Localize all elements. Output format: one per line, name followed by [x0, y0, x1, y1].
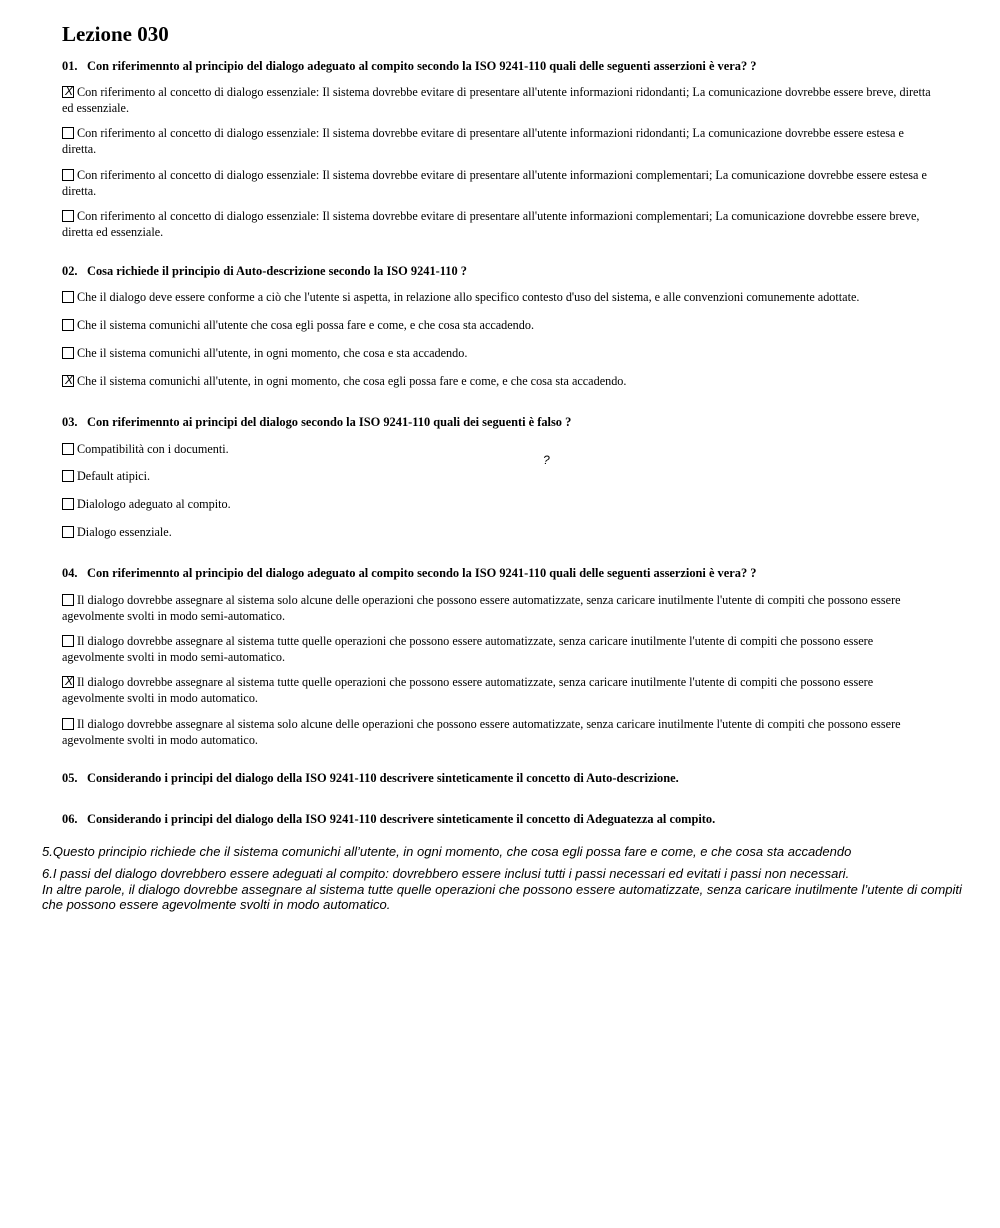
option-text: Default atipici. — [77, 469, 151, 483]
answer-option — [62, 717, 932, 748]
question-text: Considerando i principi del dialogo della ISO 9241-110 descrivere sinteticamente il concetto di Adeguatezza al compito. — [87, 812, 716, 826]
option-text: Il dialogo dovrebbe assegnare al sistema tutte quelle operazioni che possono essere automatizzate, senza caricare inutilmente l'utente di compiti che possono essere agevolmente svolti in modo semi-automatico. — [62, 634, 874, 664]
option-text: Con riferimento al concetto di dialogo essenziale: Il sistema dovrebbe evitare di presentare all'utente informazioni ridondanti; La comunicazione dovrebbe essere estesa e diretta. — [62, 126, 904, 156]
option-text: Con riferimento al concetto di dialogo essenziale: Il sistema dovrebbe evitare di presentare all'utente informazioni complementari; La comunicazione dovrebbe essere breve, diretta ed essenziale. — [62, 209, 920, 239]
option-text: Dialogo essenziale. — [77, 525, 172, 539]
answer-option — [62, 374, 932, 390]
answer-text-6[interactable] — [42, 866, 972, 913]
answer-option — [62, 675, 932, 706]
option-text: Il dialogo dovrebbe assegnare al sistema solo alcune delle operazioni che possono essere automatizzate, senza caricare inutilmente l'utente di compiti che possono essere agevolmente svolti in modo semi-automatico. — [62, 593, 901, 623]
question-number: 01. — [62, 59, 78, 73]
checkbox[interactable] — [62, 498, 74, 510]
option-text: Che il sistema comunichi all'utente, in ogni momento, che cosa egli possa fare e come, e che cosa sta accadendo. — [77, 374, 627, 388]
question-heading — [62, 771, 942, 786]
question-number: 04. — [62, 566, 78, 580]
answer-6-line: In altre parole, il dialogo dovrebbe assegnare al sistema tutte quelle operazioni che possono essere automatizzate, senza caricare inutilmente l’utente di compiti che possono essere agevolmente svolti in modo automatico. — [42, 881, 962, 912]
answer-option — [62, 209, 932, 240]
checkmark-x-icon: X — [65, 674, 74, 688]
answer-option — [62, 634, 932, 665]
checkbox[interactable] — [62, 676, 74, 688]
question-text: Considerando i principi del dialogo della ISO 9241-110 descrivere sinteticamente il concetto di Auto-descrizione. — [87, 771, 679, 785]
checkbox[interactable] — [62, 86, 74, 98]
checkbox[interactable] — [62, 127, 74, 139]
answer-option — [62, 593, 932, 624]
question-text: Cosa richiede il principio di Auto-descrizione secondo la ISO 9241-110 ? — [87, 264, 467, 278]
answer-option — [62, 290, 932, 306]
answer-option — [62, 318, 932, 334]
answer-option — [62, 168, 932, 199]
checkbox[interactable] — [62, 291, 74, 303]
answer-6-line: 6.I passi del dialogo dovrebbero essere adeguati al compito: dovrebbero essere inclusi tutti i passi necessari ed evitati i passi non necessari. — [42, 866, 850, 881]
question-text: Con riferimennto al principio del dialogo adeguato al compito secondo la ISO 9241-110 quali delle seguenti asserzioni è vera? ? — [87, 59, 757, 73]
checkbox[interactable] — [62, 443, 74, 455]
checkbox[interactable] — [62, 169, 74, 181]
question-number: 05. — [62, 771, 78, 785]
answer-option — [62, 469, 932, 485]
answer-option — [62, 497, 932, 513]
option-text: Con riferimento al concetto di dialogo essenziale: Il sistema dovrebbe evitare di presentare all'utente informazioni ridondanti; La comunicazione dovrebbe essere breve, diretta ed essenziale. — [62, 85, 931, 115]
answer-option — [62, 442, 932, 458]
checkbox[interactable] — [62, 594, 74, 606]
page-title: Lezione 030 — [62, 22, 169, 46]
option-text: Il dialogo dovrebbe assegnare al sistema tutte quelle operazioni che possono essere automatizzate, senza caricare inutilmente l'utente di compiti che possono essere agevolmente svolti in modo automatico. — [62, 675, 874, 705]
checkbox[interactable] — [62, 210, 74, 222]
question-heading — [62, 264, 942, 279]
checkbox[interactable] — [62, 347, 74, 359]
stray-question-mark: ? — [543, 453, 550, 467]
question-heading — [62, 566, 942, 581]
checkbox[interactable] — [62, 526, 74, 538]
checkbox[interactable] — [62, 470, 74, 482]
answer-option — [62, 85, 932, 116]
question-text: Con riferimennto al principio del dialogo adeguato al compito secondo la ISO 9241-110 quali delle seguenti asserzioni è vera? ? — [87, 566, 757, 580]
checkmark-x-icon: X — [65, 84, 74, 98]
option-text: Compatibilità con i documenti. — [77, 442, 229, 456]
option-text: Che il sistema comunichi all'utente che cosa egli possa fare e come, e che cosa sta accadendo. — [77, 318, 535, 332]
checkmark-x-icon: X — [65, 373, 74, 387]
question-text: Con riferimennto ai principi del dialogo secondo la ISO 9241-110 quali dei seguenti è falso ? — [87, 415, 572, 429]
question-number: 03. — [62, 415, 78, 429]
answer-option — [62, 346, 932, 362]
checkbox[interactable] — [62, 635, 74, 647]
option-text: Con riferimento al concetto di dialogo essenziale: Il sistema dovrebbe evitare di presentare all'utente informazioni complementari; La comunicazione dovrebbe essere estesa e diretta. — [62, 168, 927, 198]
question-heading — [62, 59, 942, 74]
option-text: Che il sistema comunichi all'utente, in ogni momento, che cosa e sta accadendo. — [77, 346, 468, 360]
checkbox[interactable] — [62, 375, 74, 387]
option-text: Il dialogo dovrebbe assegnare al sistema solo alcune delle operazioni che possono essere automatizzate, senza caricare inutilmente l'utente di compiti che possono essere agevolmente svolti in modo automatico. — [62, 717, 901, 747]
question-number: 02. — [62, 264, 78, 278]
question-number: 06. — [62, 812, 78, 826]
question-heading — [62, 415, 942, 430]
checkbox[interactable] — [62, 319, 74, 331]
answer-text-5[interactable]: 5.Questo principio richiede che il sistema comunichi all’utente, in ogni momento, che cosa egli possa fare e come, e che cosa sta accadendo — [42, 844, 852, 859]
answer-option — [62, 126, 932, 157]
option-text: Dialologo adeguato al compito. — [77, 497, 231, 511]
checkbox[interactable] — [62, 718, 74, 730]
answer-option — [62, 525, 932, 541]
question-heading — [62, 812, 942, 827]
option-text: Che il dialogo deve essere conforme a ciò che l'utente si aspetta, in relazione allo specifico contesto d'uso del sistema, e alle convenzioni comunemente adottate. — [77, 290, 860, 304]
